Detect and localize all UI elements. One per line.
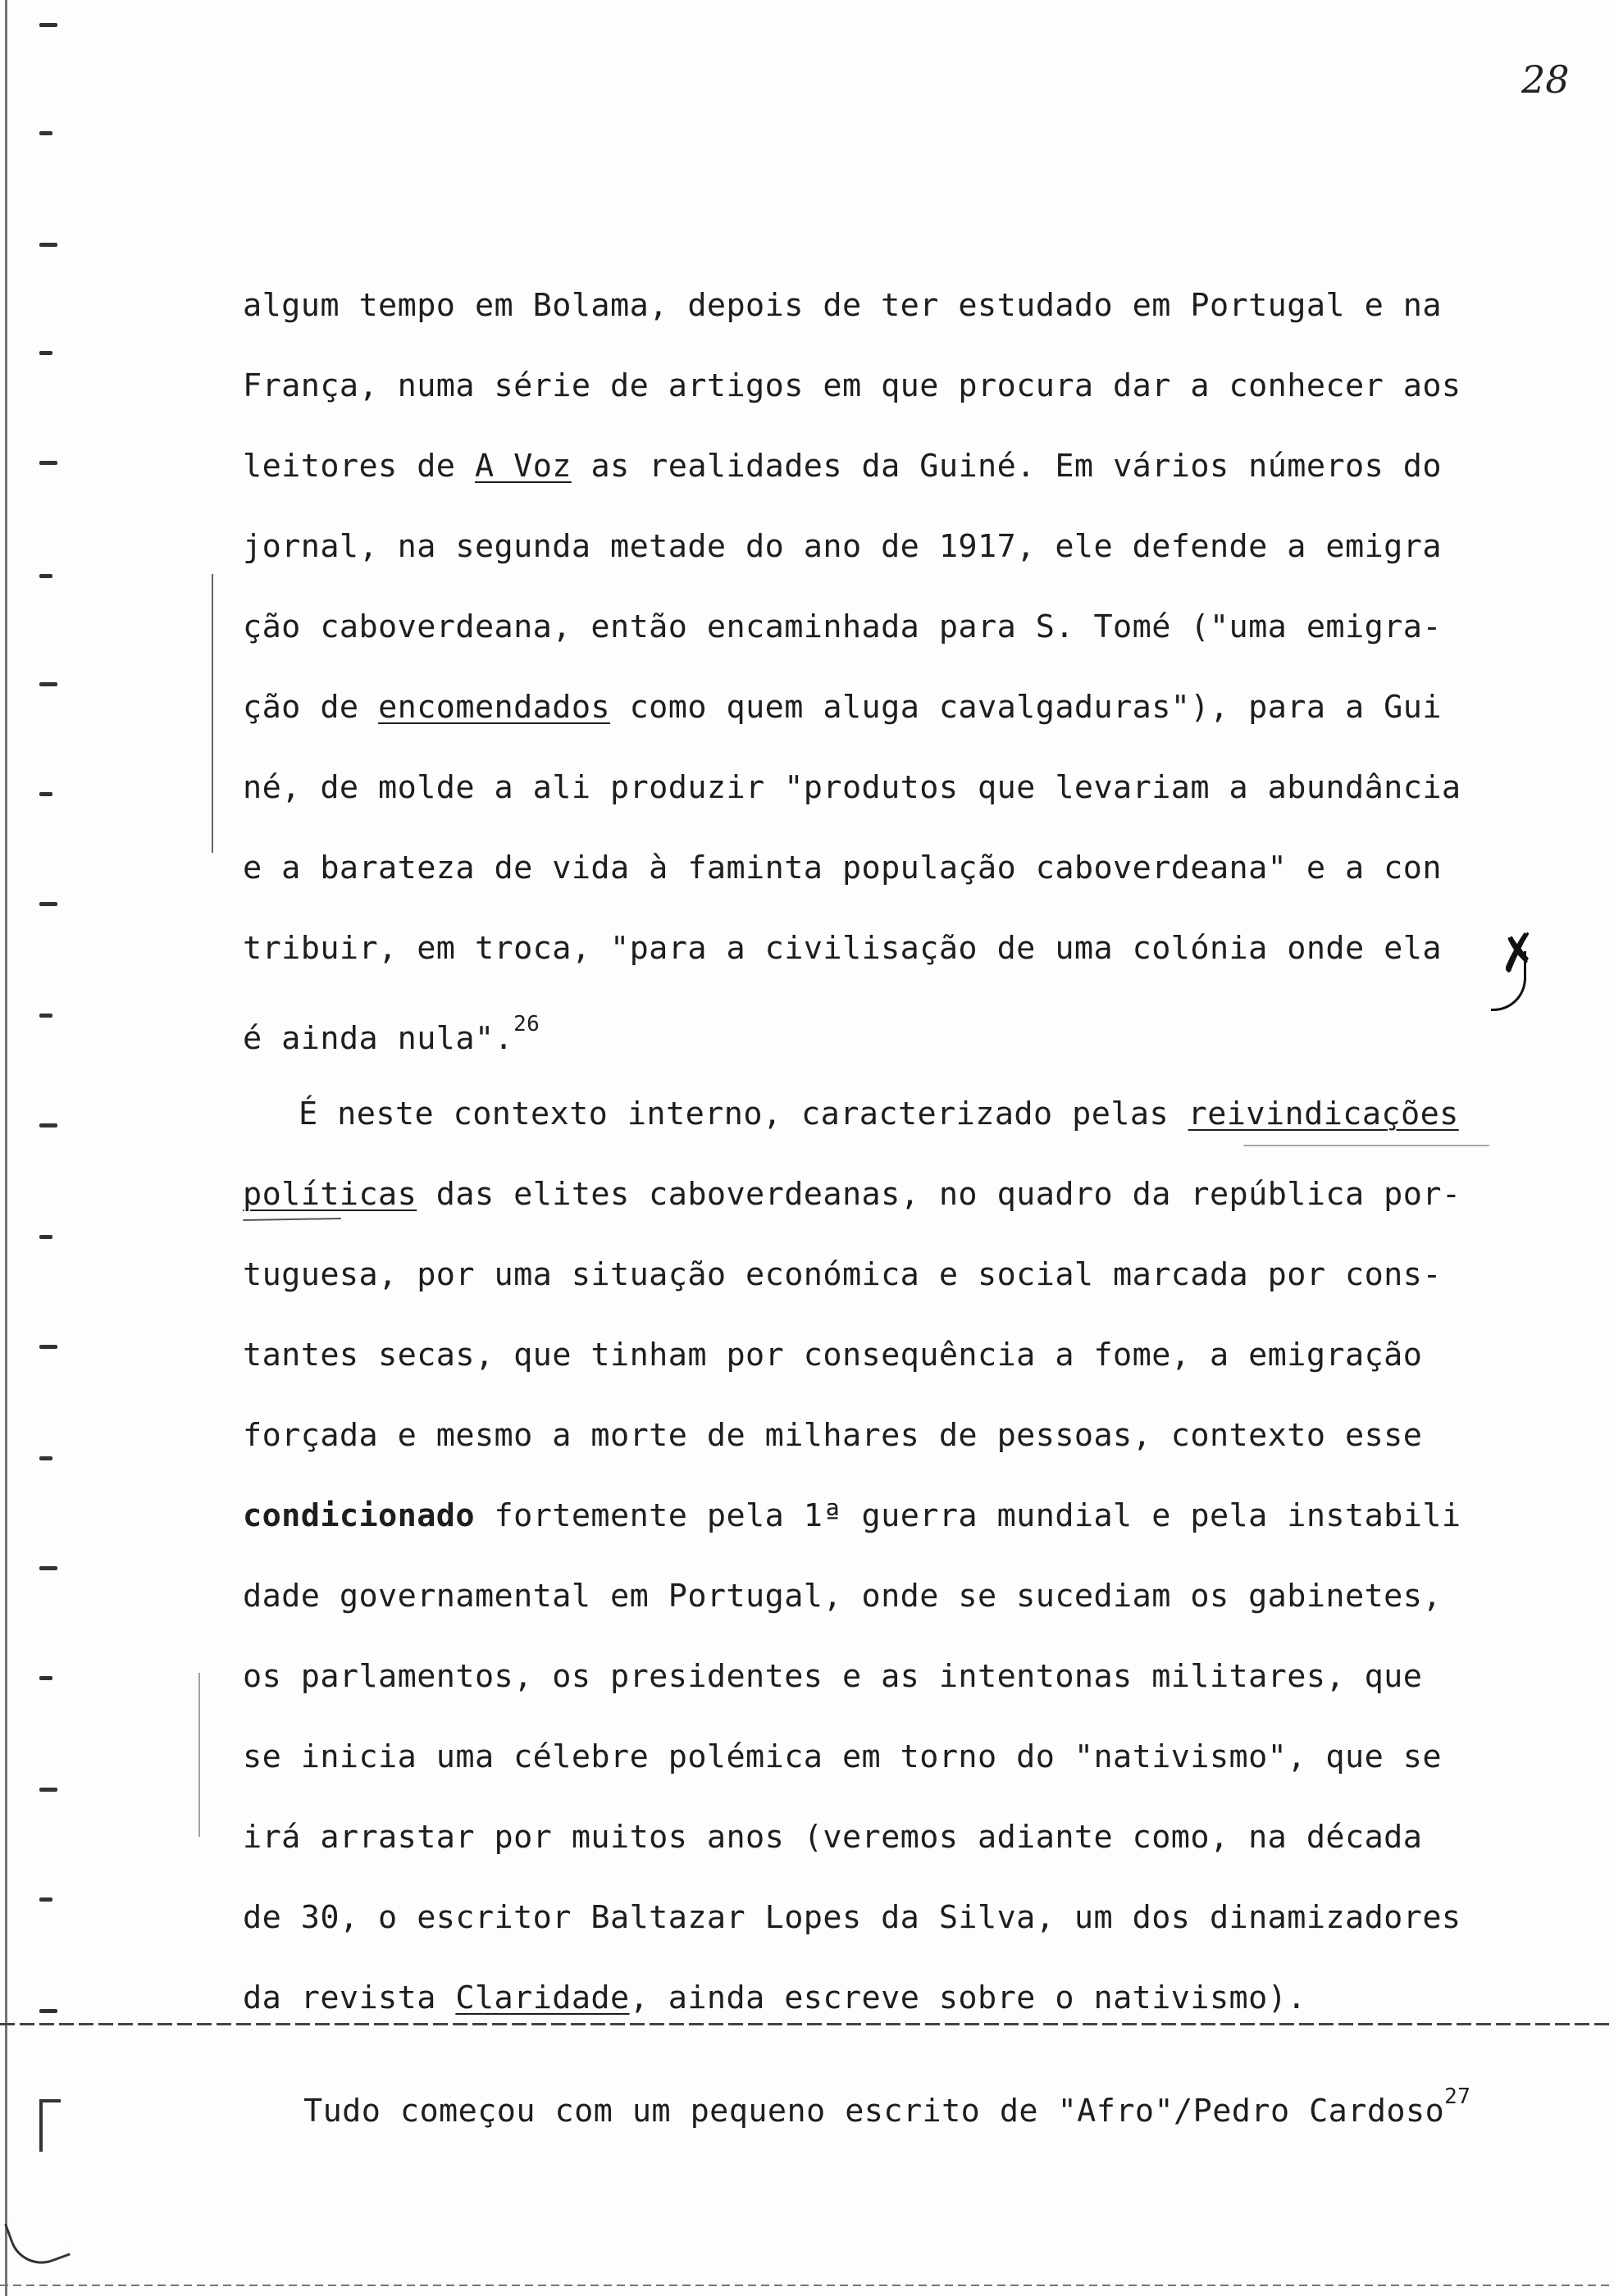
text-line: se inicia uma célebre polémica em torno do "nativismo", que se <box>243 1738 1442 1775</box>
text-line <box>303 2086 1470 2128</box>
text-segment: da revista <box>243 1979 456 2016</box>
binding-tick <box>39 1676 52 1680</box>
page-bottom-edge <box>0 2285 1614 2286</box>
text-line: algum tempo em Bolama, depois de ter estudado em Portugal e na <box>243 287 1442 324</box>
text-segment: É neste contexto interno, caracterizado pelas <box>299 1096 1188 1132</box>
binding-tick <box>39 351 52 355</box>
newspaper-title: A Voz <box>474 448 572 485</box>
margin-mark <box>212 574 213 853</box>
text-line: tuguesa, por uma situação económica e social marcada por cons- <box>243 1256 1442 1293</box>
text-line: tantes secas, que tinham por consequência a fome, a emigração <box>243 1337 1423 1374</box>
text-segment: é ainda nula". <box>243 1020 514 1057</box>
text-segment: fortemente pela 1ª guerra mundial e pela instabili <box>474 1497 1461 1534</box>
pencil-underline <box>243 1218 341 1221</box>
text-line <box>299 1096 1459 1132</box>
binding-curl <box>4 2207 71 2273</box>
text-line: forçada e mesmo a morte de milhares de pessoas, contexto esse <box>243 1417 1423 1454</box>
text-line <box>243 1176 1461 1213</box>
emphasis-word: políticas <box>243 1176 417 1213</box>
binding-tick <box>39 1788 57 1792</box>
binding-tick <box>39 131 52 135</box>
binding-tick <box>39 243 57 247</box>
binding-tick <box>39 1456 52 1460</box>
text-segment: como quem aluga cavalgaduras"), para a Gui <box>610 689 1442 726</box>
text-line: irá arrastar por muitos anos (veremos adiante como, na década <box>243 1819 1423 1856</box>
text-line: França, numa série de artigos em que procura dar a conhecer aos <box>243 367 1461 404</box>
text-segment: as realidades da Guiné. Em vários números do <box>571 448 1442 485</box>
footnote-ref: 27 <box>1444 2084 1471 2109</box>
text-line: dade governamental em Portugal, onde se sucediam os gabinetes, <box>243 1578 1442 1615</box>
handwritten-curve <box>1491 951 1526 1011</box>
text-line <box>243 1497 1461 1534</box>
page-number: 28 <box>1521 57 1570 102</box>
binding-tick <box>39 23 57 27</box>
binding-tick <box>39 1566 57 1570</box>
binding-edge <box>5 0 7 2296</box>
emphasis-word: reivindicações <box>1188 1096 1459 1132</box>
binding-tick <box>39 1235 52 1239</box>
text-segment: das elites caboverdeanas, no quadro da república por- <box>417 1176 1461 1213</box>
text-line <box>243 448 1442 485</box>
text-line: os parlamentos, os presidentes e as intentonas militares, que <box>243 1658 1423 1695</box>
text-segment: ção de <box>243 689 379 726</box>
text-line <box>243 1014 540 1055</box>
binding-tick <box>39 1345 57 1349</box>
binding-tick <box>39 1897 52 1902</box>
text-segment: leitores de <box>243 448 475 485</box>
margin-mark <box>198 1673 200 1837</box>
text-line <box>243 1979 1306 2016</box>
binding-tick <box>39 461 57 465</box>
text-line <box>243 689 1442 726</box>
binding-tick <box>39 1014 52 1018</box>
binding-tick <box>39 2009 57 2013</box>
footnote-ref: 26 <box>513 1012 540 1036</box>
text-segment: Tudo começou com um pequeno escrito de "Afro"/Pedro Cardoso <box>303 2093 1445 2130</box>
pencil-underline <box>1243 1145 1489 1146</box>
emphasis-word: encomendados <box>378 689 611 726</box>
binding-tick <box>39 902 57 906</box>
binding-tick <box>39 682 57 686</box>
binding-hook <box>39 2099 61 2152</box>
binding-tick <box>39 1123 57 1128</box>
text-line: e a barateza de vida à faminta população caboverdeana" e a con <box>243 850 1442 886</box>
overtyped-word: condicionado <box>243 1497 475 1534</box>
binding-tick <box>39 574 52 578</box>
text-line: ção caboverdeana, então encaminhada para S. Tomé ("uma emigra- <box>243 608 1442 645</box>
text-line: de 30, o escritor Baltazar Lopes da Silva, um dos dinamizadores <box>243 1899 1461 1936</box>
text-line: né, de molde a ali produzir "produtos que levariam a abundância <box>243 769 1461 806</box>
text-line: jornal, na segunda metade do ano de 1917, ele defende a emigra <box>243 528 1442 565</box>
magazine-title: Claridade <box>455 1979 630 2016</box>
handwritten-mark-icon: ✗ <box>1493 922 1543 986</box>
text-segment: , ainda escreve sobre o nativismo). <box>629 1979 1306 2016</box>
strike-through-line <box>0 2023 1614 2025</box>
text-line: tribuir, em troca, "para a civilisação de uma colónia onde ela <box>243 930 1442 967</box>
binding-tick <box>39 792 52 796</box>
